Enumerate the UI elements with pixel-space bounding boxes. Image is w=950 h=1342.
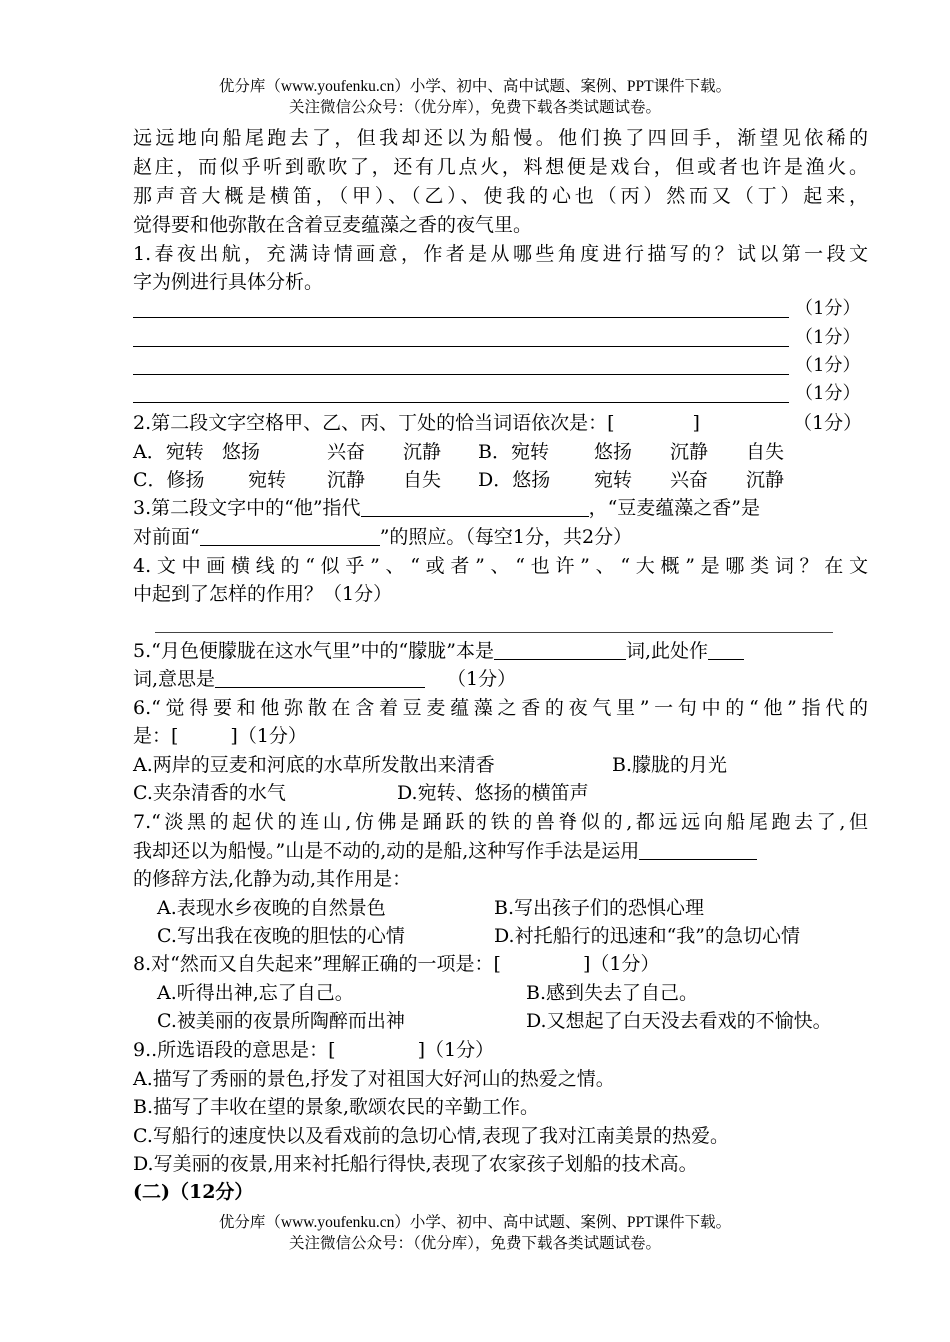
q3-line-2	[133, 523, 868, 551]
q2-stem	[133, 409, 868, 437]
q2-option-a-word-3: 兴奋	[327, 441, 366, 463]
q4-answer-line[interactable]	[155, 612, 833, 633]
q8-stem: 8.对“然而又自失起来”理解正确的一项是：[	[133, 953, 501, 975]
q2-option-c[interactable]: C．修扬	[133, 469, 205, 491]
q3-blank-2[interactable]	[200, 524, 380, 546]
q4-line-1: 4.文中画横线的“似乎”、“或者”、“也许”、“大概”是哪类词？在文	[133, 555, 868, 577]
q1-score-3: （1分）	[795, 355, 861, 376]
q2-option-a-word-4: 沉静	[403, 441, 442, 463]
q2-option-d[interactable]: D．悠扬	[478, 469, 551, 491]
q2-option-a[interactable]: A．宛转	[133, 441, 204, 463]
q7-option-d[interactable]: D.衬托船行的迅速和“我”的急切心情	[494, 925, 801, 947]
q1-answer-line-4[interactable]	[133, 381, 789, 403]
q7-option-a[interactable]: A.表现水乡夜晚的自然景色	[157, 897, 386, 919]
q2-option-d-word-2: 宛转	[594, 469, 633, 491]
q8-option-b[interactable]: B.感到失去了自己。	[526, 982, 699, 1004]
q8-stem-line	[133, 950, 868, 978]
section-2-heading: (二)（12分）	[133, 1181, 254, 1203]
q2-stem-text: 2.第二段文字空格甲、乙、丙、丁处的恰当词语依次是：[	[133, 412, 615, 434]
q2-option-d-word-3: 兴奋	[670, 469, 709, 491]
q3-part-3: 对前面“	[133, 526, 200, 548]
q9-option-a[interactable]: A.描写了秀丽的景色,抒发了对祖国大好河山的热爱之情。	[133, 1068, 615, 1090]
q8-option-c[interactable]: C.被美丽的夜景所陶醉而出神	[157, 1010, 405, 1032]
q1-stem-line-2: 字为例进行具体分析。	[133, 271, 324, 293]
q5-blank-1[interactable]	[494, 638, 626, 660]
q3-part-2: ，“豆麦蕴藻之香”是	[588, 497, 760, 519]
q5-blank-3[interactable]	[215, 666, 425, 688]
q7-option-c[interactable]: C.写出我在夜晚的胆怯的心情	[157, 925, 405, 947]
q3-part-4: ”的照应。（每空1分，共2分）	[379, 526, 633, 548]
q5-score: （1分）	[447, 668, 517, 690]
q6-option-a[interactable]: A.两岸的豆麦和河底的水草所发散出来清香	[133, 754, 495, 776]
q2-option-a-word-2: 悠扬	[222, 441, 261, 463]
q5-blank-2[interactable]	[708, 638, 744, 660]
q7-line-1: 7.“淡黑的起伏的连山,仿佛是踊跃的铁的兽脊似的,都远远向船尾跑去了,但	[133, 811, 868, 833]
q2-score: （1分）	[793, 412, 863, 434]
q2-bracket-close: ]	[692, 412, 700, 434]
q7-blank[interactable]	[639, 838, 757, 860]
header-line-1: 优分库（www.youfenku.cn）小学、初中、高中试题、案例、PPT课件下载。	[218, 78, 732, 95]
passage-line-1: 远远地向船尾跑去了，但我却还以为船慢。他们换了四回手，渐望见依稀的	[133, 127, 868, 149]
q6-line-2	[133, 722, 868, 750]
footer-line-1: 优分库（www.youfenku.cn）小学、初中、高中试题、案例、PPT课件下载。	[218, 1214, 732, 1231]
q9-option-b[interactable]: B.描写了丰收在望的景象,歌颂农民的辛勤工作。	[133, 1096, 540, 1118]
header-line-2: 关注微信公众号：（优分库），免费下载各类试题试卷。	[288, 99, 661, 116]
q1-answer-line-3[interactable]	[133, 353, 789, 375]
q1-answer-line-2[interactable]	[133, 325, 789, 347]
q7-line-2	[133, 837, 868, 865]
q1-score-4: （1分）	[795, 383, 861, 404]
q8-option-d[interactable]: D.又想起了白天没去看戏的不愉快。	[526, 1010, 832, 1032]
q2-option-b-word-4: 自失	[746, 441, 785, 463]
q1-stem-line-1: 1.春夜出航，充满诗情画意，作者是从哪些角度进行描写的？试以第一段文	[133, 243, 868, 265]
q5-part-1: 5.“月色便朦胧在这水气里”中的“朦胧”本是	[133, 640, 494, 662]
q3-blank-1[interactable]	[361, 495, 589, 517]
q7-line-3: 的修辞方法,化静为动,其作用是：	[133, 868, 412, 890]
q9-stem: 9..所选语段的意思是：[	[133, 1039, 336, 1061]
q5-part-3: 词,意思是	[133, 668, 216, 690]
passage-line-4: 觉得要和他弥散在含着豆麦蕴藻之香的夜气里。	[133, 214, 533, 236]
footer-line-2: 关注微信公众号：（优分库），免费下载各类试题试卷。	[288, 1235, 661, 1252]
q7-line-2-text: 我却还以为船慢。”山是不动的,动的是船,这种写作手法是运用	[133, 840, 640, 862]
q6-option-c[interactable]: C.夹杂清香的水气	[133, 782, 286, 804]
q9-option-c[interactable]: C.写船行的速度快以及看戏前的急切心情,表现了我对江南美景的热爱。	[133, 1125, 729, 1147]
q9-option-d[interactable]: D.写美丽的夜景,用来衬托船行得快,表现了农家孩子划船的技术高。	[133, 1153, 698, 1175]
q9-stem-line	[133, 1036, 868, 1064]
q8-option-a[interactable]: A.听得出神,忘了自己。	[157, 982, 354, 1004]
q8-close-score: ]（1分）	[582, 953, 660, 975]
q5-part-2: 词,此处作	[625, 640, 709, 662]
q1-score-1: （1分）	[795, 298, 861, 319]
q1-score-2: （1分）	[795, 327, 861, 348]
q2-option-d-word-4: 沉静	[746, 469, 785, 491]
passage-line-2: 赵庄，而似乎听到歌吹了，还有几点火，料想便是戏台，但或者也许是渔火。	[133, 156, 868, 178]
q1-answer-line-1[interactable]	[133, 296, 789, 318]
q2-option-c-word-3: 沉静	[327, 469, 366, 491]
q9-close-score: ]（1分）	[417, 1039, 495, 1061]
q5-line-1	[133, 637, 868, 665]
q2-option-c-word-4: 自失	[403, 469, 442, 491]
q2-option-c-word-2: 宛转	[248, 469, 287, 491]
q2-option-b[interactable]: B．宛转	[478, 441, 549, 463]
q6-line-1: 6.“觉得要和他弥散在含着豆麦蕴藻之香的夜气里”一句中的“他”指代的	[133, 697, 868, 719]
q5-line-2	[133, 665, 868, 693]
q3-part-1: 3.第二段文字中的“他”指代	[133, 497, 361, 519]
q2-option-b-word-3: 沉静	[670, 441, 709, 463]
q2-option-b-word-2: 悠扬	[594, 441, 633, 463]
q4-line-2: 中起到了怎样的作用？（1分）	[133, 583, 393, 605]
q6-option-d[interactable]: D.宛转、悠扬的横笛声	[397, 782, 589, 804]
q6-option-b[interactable]: B.朦胧的月光	[612, 754, 728, 776]
q6-stem-end: 是：[	[133, 725, 179, 747]
q6-close-score: ]（1分）	[230, 725, 307, 747]
passage-line-3: 那声音大概是横笛，（甲）、（乙）、使我的心也（丙）然而又（丁）起来，	[133, 185, 868, 207]
q3-line-1	[133, 494, 868, 522]
q7-option-b[interactable]: B.写出孩子们的恐惧心理	[494, 897, 705, 919]
